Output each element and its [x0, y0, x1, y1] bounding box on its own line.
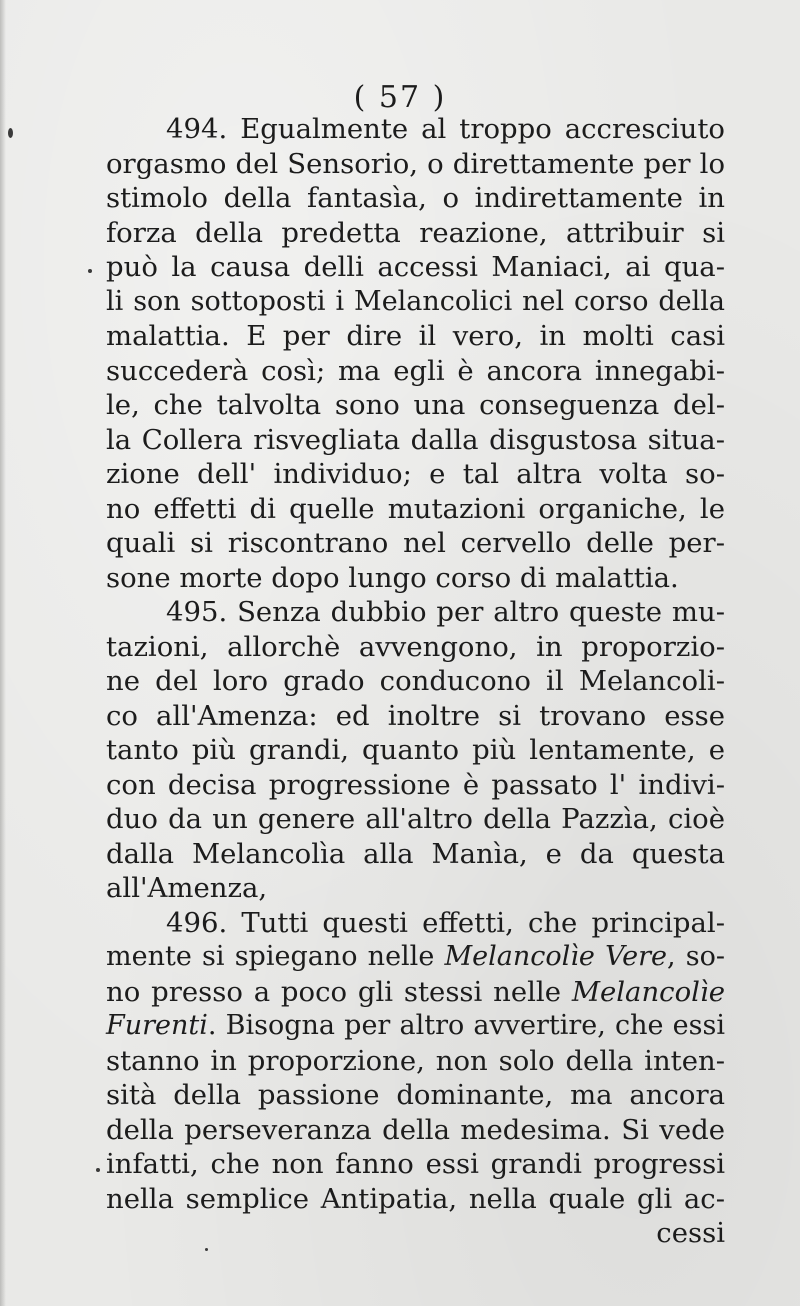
page-edge-shadow — [0, 0, 6, 1306]
text-line — [106, 388, 725, 423]
text-line — [106, 285, 725, 320]
text-segment: 495. Senza dubbio per altro queste mu- — [166, 596, 725, 628]
text-segment: infatti, che non fanno essi grandi progressi — [106, 1148, 725, 1180]
text-line — [106, 492, 725, 527]
text-line — [106, 147, 725, 182]
catchword: cessi — [656, 1217, 725, 1249]
text-segment: no effetti di quelle mutazioni organiche, le — [106, 492, 725, 525]
text-line — [106, 319, 725, 354]
text-line — [106, 1182, 725, 1217]
text-segment: duo da un genere all'altro della Pazzìa, cioè — [106, 803, 725, 835]
text-segment: forza della predetta reazione, attribuir si — [106, 216, 725, 249]
text-segment: no presso a poco gli stessi nelle — [106, 975, 572, 1008]
text-line — [106, 699, 725, 734]
text-line — [106, 906, 725, 941]
text-line — [106, 423, 725, 458]
body-text — [106, 112, 725, 1251]
ink-spot — [8, 128, 13, 138]
text-line — [106, 526, 725, 561]
text-line — [106, 216, 725, 251]
text-segment: stanno in proporzione, non solo della inten- — [106, 1044, 725, 1077]
text-line — [106, 181, 725, 216]
ink-spot — [96, 1168, 100, 1172]
ink-spot — [205, 1248, 208, 1251]
text-line — [106, 457, 725, 492]
text-line — [106, 1078, 725, 1113]
text-line — [106, 768, 725, 803]
ink-spot — [88, 269, 92, 273]
text-line — [106, 630, 725, 665]
text-segment: sone morte dopo lungo corso di malattia. — [106, 561, 679, 594]
text-segment: può la causa delli accessi Maniaci, ai qua- — [106, 251, 725, 283]
text-line — [106, 250, 725, 285]
text-segment: stimolo della fantasìa, o indirettamente in — [106, 182, 725, 214]
text-line — [106, 1044, 725, 1079]
text-segment: , so- — [666, 941, 726, 972]
text-segment: le, che talvolta sono una conseguenza del- — [106, 389, 725, 421]
text-segment: quali si riscontrano nel cervello delle per- — [106, 527, 725, 559]
text-segment: 496. Tutti questi effetti, che principal- — [166, 906, 725, 939]
text-line — [106, 733, 725, 768]
text-segment: . Bisogna per altro avvertire, che essi — [207, 1010, 725, 1041]
text-line — [106, 802, 725, 837]
text-segment: zione dell' individuo; e tal altra volta so- — [106, 458, 725, 490]
text-segment: mente si spiegano nelle — [106, 941, 445, 972]
text-segment: dalla Melancolìa alla Manìa, e da questa — [106, 837, 725, 870]
text-line — [106, 871, 725, 906]
text-segment: malattia. E per dire il vero, in molti casi — [106, 320, 725, 352]
text-segment: con decisa progressione è passato l' indivi- — [106, 768, 725, 801]
text-segment: 494. Egualmente al troppo accresciuto — [166, 113, 725, 145]
text-segment: li son sottoposti i Melancolici nel corso della — [106, 285, 725, 317]
italic-text: Furenti — [106, 1010, 208, 1041]
text-line — [106, 354, 725, 389]
text-segment: orgasmo del Sensorio, o direttamente per lo — [106, 147, 725, 180]
text-line — [106, 837, 725, 872]
italic-text: Melancolìe — [571, 975, 725, 1008]
text-line — [106, 1009, 725, 1044]
text-segment: tanto più grandi, quanto più lentamente, e — [106, 734, 725, 766]
text-line — [106, 112, 725, 147]
text-segment: tazioni, allorchè avvengono, in proporzio- — [106, 630, 725, 663]
text-segment: co all'Amenza: ed inoltre si trovano esse — [106, 699, 725, 732]
text-line — [106, 595, 725, 630]
text-line — [106, 975, 725, 1010]
text-segment: ne del loro grado conducono il Melancoli- — [106, 665, 725, 697]
text-line — [106, 1113, 725, 1148]
text-segment: all'Amenza, — [106, 872, 268, 904]
text-line — [106, 940, 725, 975]
italic-text: Melancolìe Vere — [444, 941, 667, 972]
text-line — [106, 1147, 725, 1182]
text-segment: della perseveranza della medesima. Si vede — [106, 1113, 725, 1146]
text-line — [106, 561, 725, 596]
text-line — [106, 664, 725, 699]
text-segment: sità della passione dominante, ma ancora — [106, 1079, 725, 1111]
page-number: ( 57 ) — [353, 80, 447, 115]
text-segment: nella semplice Antipatia, nella quale gli ac- — [106, 1182, 725, 1215]
text-segment: succederà così; ma egli è ancora innegabi- — [106, 354, 725, 387]
text-segment: la Collera risvegliata dalla disgustosa situa- — [106, 423, 725, 456]
